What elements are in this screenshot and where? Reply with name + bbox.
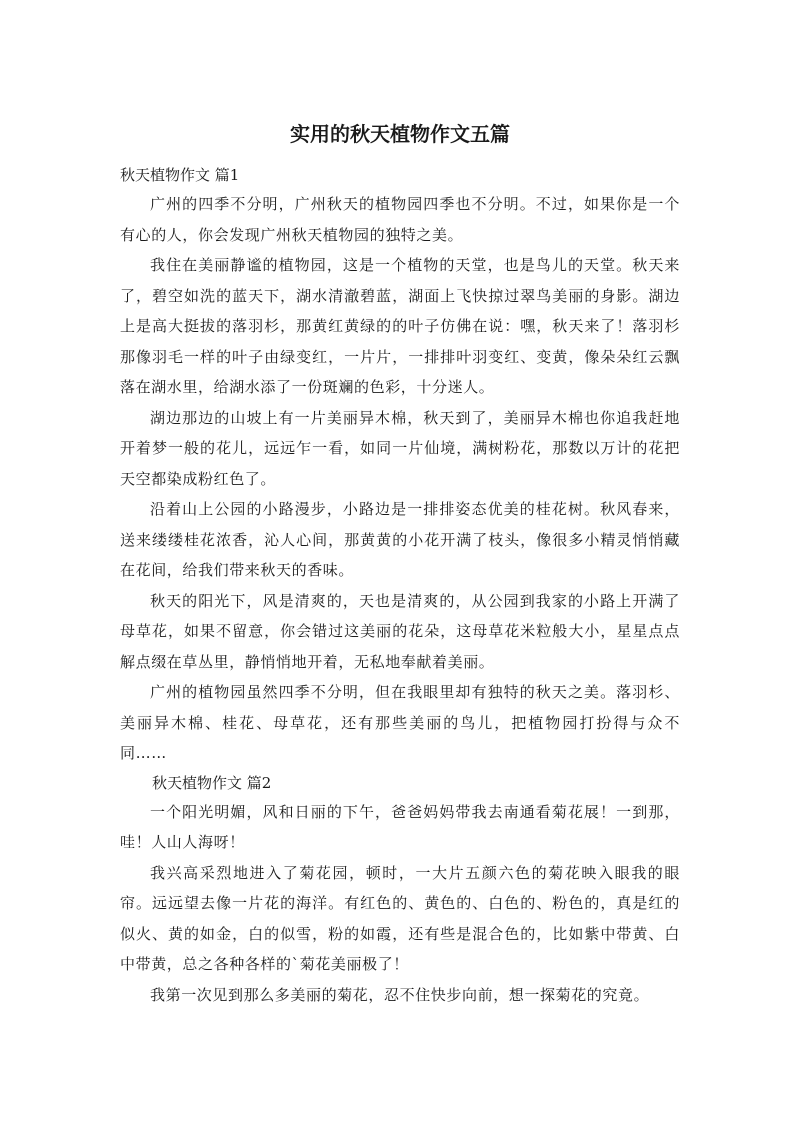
paragraph: 秋天的阳光下，风是清爽的，天也是清爽的，从公园到我家的小路上开满了母草花，如果不留意，你会错过这美丽的花朵，这母草花米粒般大小，星星点点解点缀在草丛里，静悄悄地开着，无私地奉献着美丽。 [120, 591, 680, 671]
essay-2-heading: 秋天植物作文 篇2 [152, 773, 272, 792]
paragraph: 广州的植物园虽然四季不分明，但在我眼里却有独特的秋天之美。落羽杉、美丽异木棉、桂花、母草花，还有那些美丽的鸟儿，把植物园打扮得与众不同…… [120, 683, 680, 762]
paragraph: 我住在美丽静谧的植物园，这是一个植物的天堂，也是鸟儿的天堂。秋天来了，碧空如洗的蓝天下，湖水清澈碧蓝，湖面上飞快掠过翠鸟美丽的身影。湖边上是高大挺拔的落羽杉，那黄红黄绿的的叶子仿佛在说：嘿，秋天来了！落羽杉那像羽毛一样的叶子由绿变红，一片片，一排排叶羽变红、变黄，像朵朵红云飘落在湖水里，给湖水添了一份斑斓的色彩，十分迷人。 [120, 256, 680, 396]
paragraph: 广州的四季不分明，广州秋天的植物园四季也不分明。不过，如果你是一个有心的人，你会发现广州秋天植物园的独特之美。 [120, 195, 680, 244]
paragraph: 一个阳光明媚，风和日丽的下午，爸爸妈妈带我去南通看菊花展！一到那，哇！人山人海呀！ [120, 802, 680, 851]
document-title: 实用的秋天植物作文五篇 [290, 122, 510, 146]
paragraph: 我第一次见到那么多美丽的菊花，忍不住快步向前，想一探菊花的究竟。 [150, 985, 650, 1004]
document-body [120, 161, 680, 1010]
essay-1-heading: 秋天植物作文 篇1 [120, 166, 240, 184]
paragraph: 湖边那边的山坡上有一片美丽异木棉，秋天到了，美丽异木棉也你追我赶地开着梦一般的花儿，远远乍一看，如同一片仙境，满树粉花，那数以万计的花把天空都染成粉红色了。 [120, 408, 680, 488]
paragraph: 我兴高采烈地进入了菊花园，顿时，一大片五颜六色的菊花映入眼我的眼帘。远远望去像一片花的海洋。有红色的、黄色的、白色的、粉色的，真是红的似火、黄的如金，白的似雪，粉的如霞，还有些是混合色的，比如紫中带黄、白中带黄，总之各种各样的`菊花美丽极了！ [120, 863, 680, 973]
paragraph: 沿着山上公园的小路漫步，小路边是一排排姿态优美的桂花树。秋风春来，送来缕缕桂花浓香，沁人心间，那黄黄的小花开满了枝头，像很多小精灵悄悄藏在花间，给我们带来秋天的香味。 [120, 500, 680, 579]
